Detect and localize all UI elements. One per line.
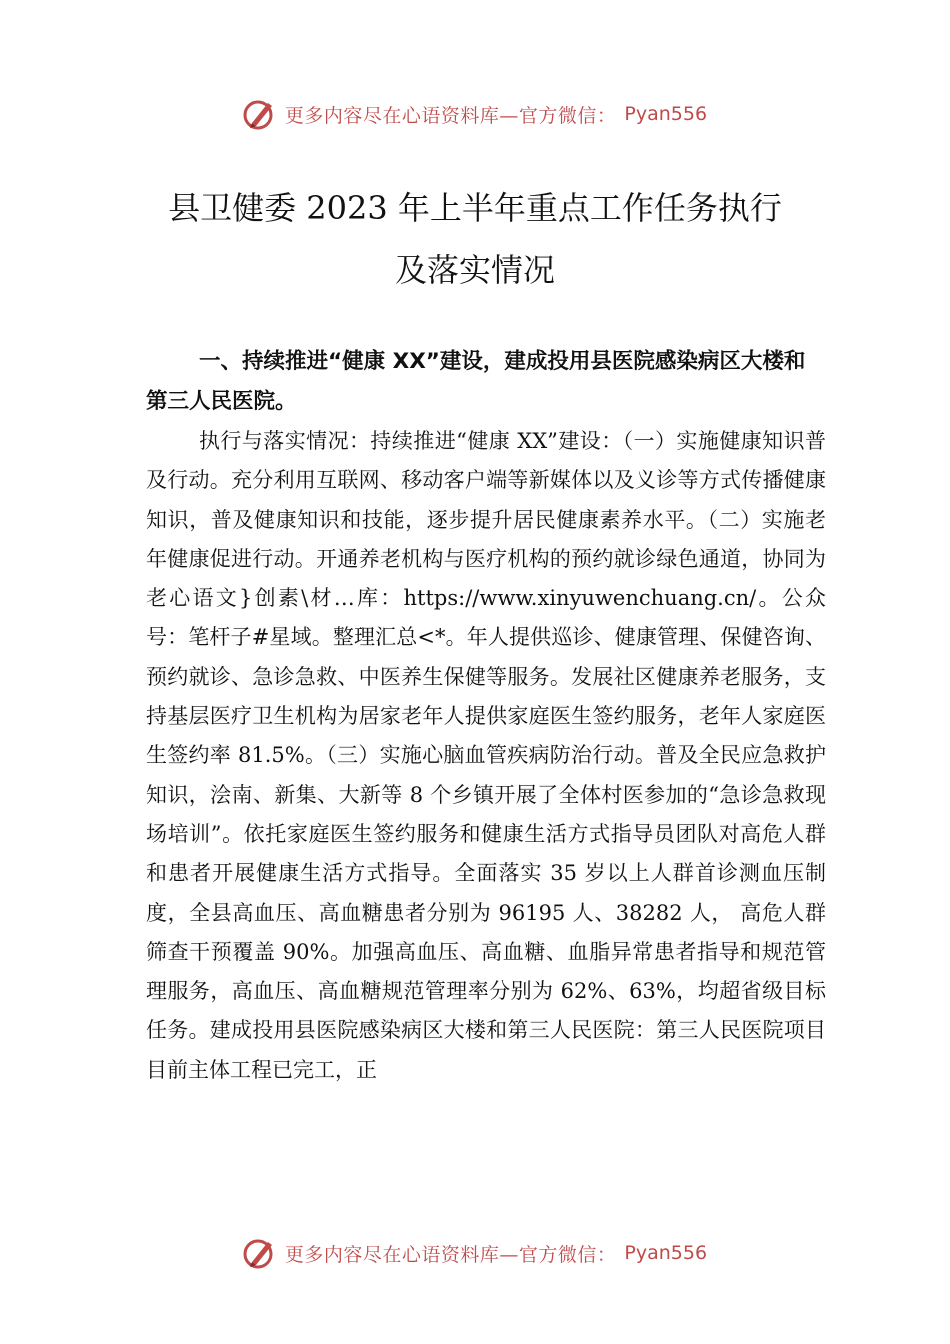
watermark-wechat-id: Pyan556 bbox=[624, 1242, 708, 1264]
watermark-text: 更多内容尽在心语资料库—官方微信： bbox=[284, 104, 617, 127]
pen-logo-icon bbox=[243, 1236, 277, 1270]
watermark-wechat-id: Pyan556 bbox=[624, 103, 708, 125]
watermark-banner-top bbox=[0, 94, 950, 134]
body-paragraph: 执行与落实情况：持续推进“健康 XX”建设：（一）实施健康知识普及行动。充分利用互联网、移动客户端等新媒体以及义诊等方式传播健康知识，普及健康知识和技能，逐步提升居民健康素养水平。（二）实施老年健康促进行动。开通养老机构与医疗机构的预约就诊绿色通道，协同为老心语文}创素\材…库：https://www.xinyuwenchuang.cn/。公众号：笔杆子#星域。整理汇总<*。年人提供巡诊、健康管理、保健咨询、预约就诊、急诊急救、中医养生保健等服务。发展社区健康养老服务，支持基层医疗卫生机构为居家老年人提供家庭医生签约服务，老年人家庭医生签约率 81.5%。（三）实施心脑血管疾病防治行动。普及全民应急救护知识，浍南、新集、大新等 8 个乡镇开展了全体村医参加的“急诊急救现场培训”。依托家庭医生签约服务和健康生活方式指导员团队对高危人群和患者开展健康生活方式指导。全面落实 35 岁以上人群首诊测血压制度，全县高血压、高血糖患者分别为 96195 人、38282 人， 高危人群筛查干预覆盖 90%。加强高血压、高血糖、血脂异常患者指导和规范管理服务，高血压、高血糖规范管理率分别为 62%、63%，均超省级目标任务。建成投用县医院感染病区大楼和第三人民医院：第三人民医院项目目前主体工程已完工，正 bbox=[146, 429, 826, 1082]
watermark-text: 更多内容尽在心语资料库—官方微信： bbox=[284, 1243, 617, 1266]
watermark-banner-bottom bbox=[0, 1233, 950, 1273]
pen-logo-icon bbox=[243, 97, 277, 131]
document-title-line-2: 及落实情况 bbox=[394, 251, 555, 289]
section-heading: 一、持续推进“健康 XX”建设，建成投用县医院感染病区大楼和第三人民医院。 bbox=[146, 349, 806, 414]
document-title-line-1: 县卫健委 2023 年上半年重点工作任务执行 bbox=[168, 189, 782, 227]
